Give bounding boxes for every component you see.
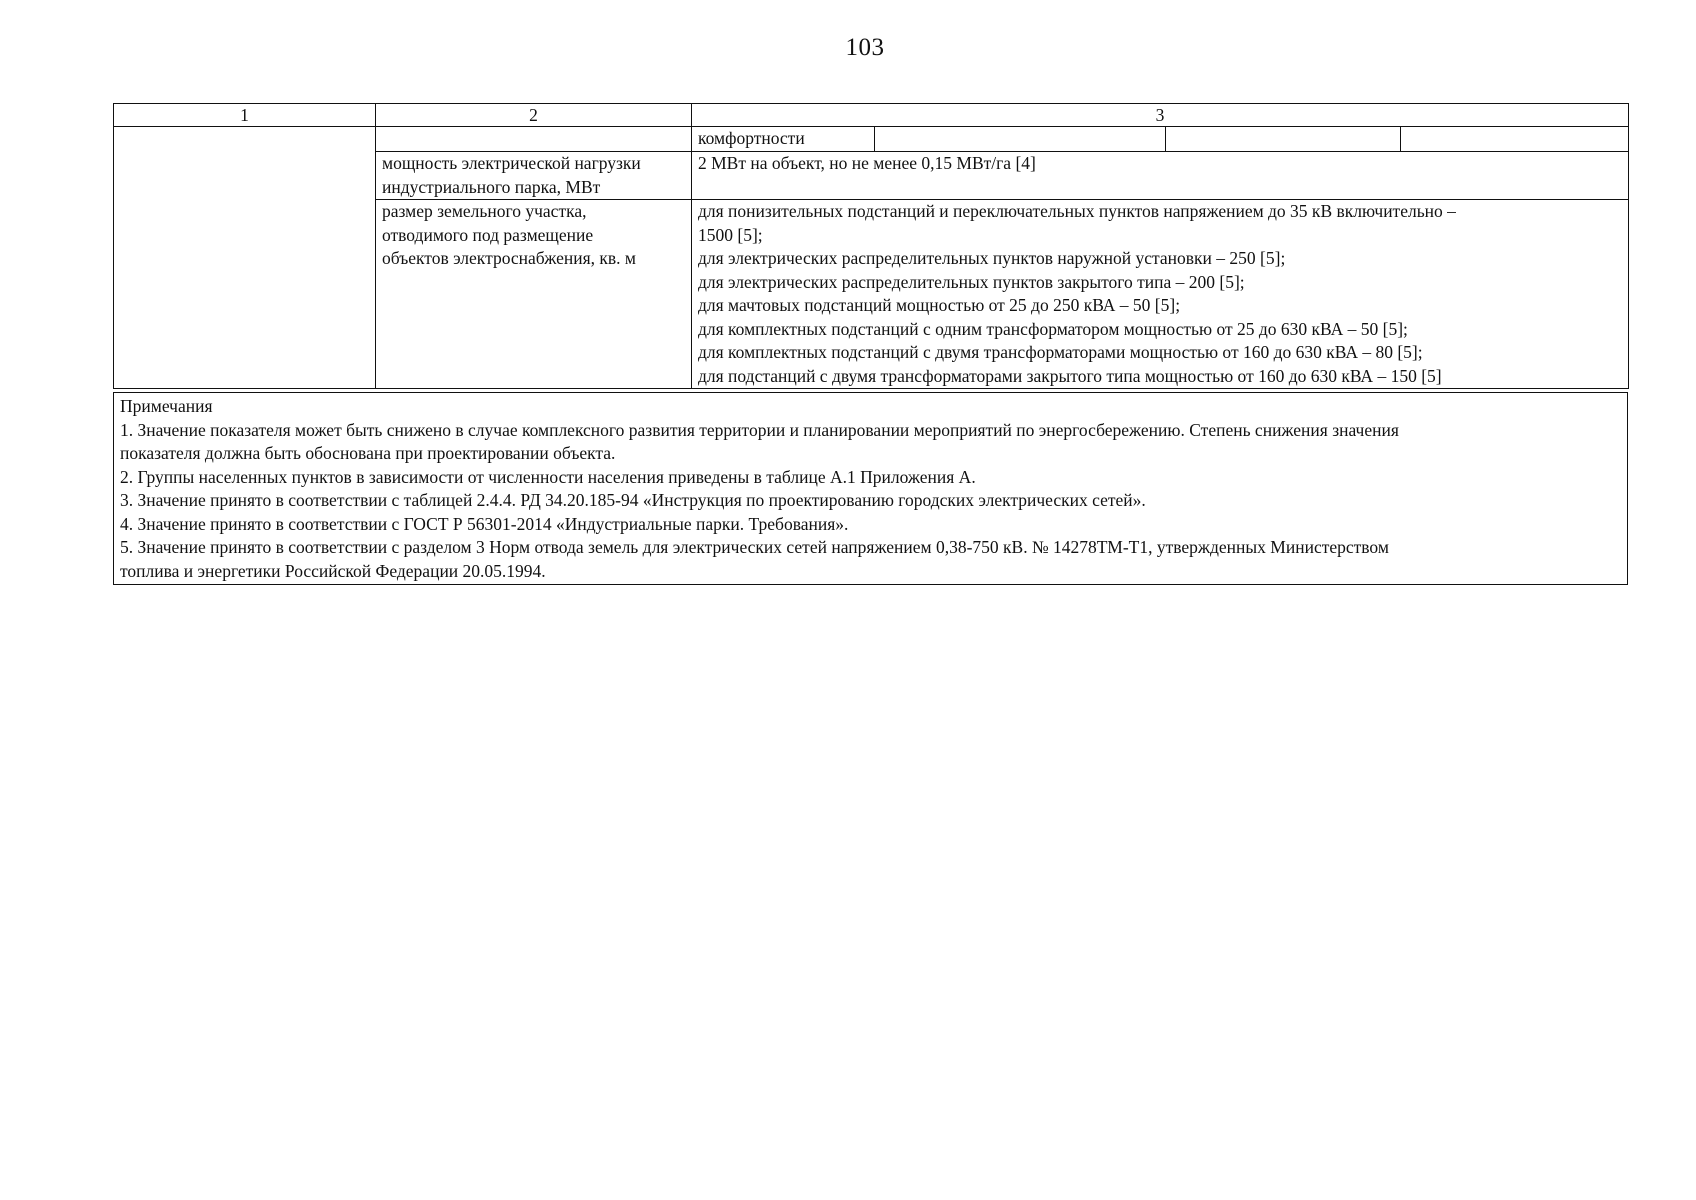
continuation-row	[114, 127, 1629, 152]
note-line: 5. Значение принято в соответствии с разделом 3 Норм отвода земель для электрических сетей напряжением 0,38-750 кВ. № 14278ТМ-Т1, утвержденных Министерством	[120, 537, 1389, 557]
comfort-label: комфортности	[692, 127, 875, 151]
standards-table	[113, 103, 1629, 389]
value-line: для электрических распределительных пунктов закрытого типа – 200 [5];	[698, 271, 1245, 292]
note-line: 2. Группы населенных пунктов в зависимости от численности населения приведены в таблице А.1 Приложения А.	[120, 466, 976, 487]
notes-cell	[114, 393, 1628, 585]
notes-title: Примечания	[120, 396, 213, 416]
note-line: 1. Значение показателя может быть снижено в случае комплексного развития территории и планировании мероприятий по энергосбережению. Степень снижения значения	[120, 419, 1399, 440]
continuation-col3-cell	[692, 127, 1629, 152]
value-line: для электрических распределительных пунктов наружной установки – 250 [5];	[698, 248, 1286, 268]
comfort-subcell-4	[1401, 127, 1628, 151]
note-line: 4. Значение принято в соответствии с ГОСТ Р 56301-2014 «Индустриальные парки. Требования».	[120, 513, 849, 534]
note-line: топлива и энергетики Российской Федерации 20.05.1994.	[120, 560, 546, 581]
value-line: 1500 [5];	[698, 224, 763, 245]
value-cell	[692, 200, 1629, 389]
value-line: для понизительных подстанций и переключательных пунктов напряжением до 35 кВ включительно –	[698, 201, 1456, 221]
indicator-line: объектов электроснабжения, кв. м	[382, 248, 636, 268]
indicator-line: мощность электрической нагрузки	[382, 153, 641, 173]
value-cell	[692, 152, 1629, 200]
page-number: 103	[845, 34, 885, 61]
table-header-row	[114, 104, 1629, 127]
notes-table	[113, 392, 1628, 585]
note-line: 3. Значение принято в соответствии с таблицей 2.4.4. РД 34.20.185-94 «Инструкция по проектированию городских электрических сетей».	[120, 490, 1146, 510]
notes-row	[114, 393, 1628, 585]
column-header-1: 1	[114, 104, 376, 127]
indicator-line: отводимого под размещение	[382, 224, 594, 245]
indicator-cell	[376, 200, 692, 389]
value-line: 2 МВт на объект, но не менее 0,15 МВт/га [4]	[698, 153, 1036, 173]
indicator-line: индустриального парка, МВт	[382, 176, 601, 197]
value-line: для комплектных подстанций с одним трансформатором мощностью от 25 до 630 кВА – 50 [5];	[698, 318, 1408, 339]
comfort-subcell-3	[1166, 127, 1401, 151]
indicator-cell	[376, 152, 692, 200]
column-header-3: 3	[692, 104, 1629, 127]
column-1-cell	[114, 127, 376, 389]
value-line: для подстанций с двумя трансформаторами закрытого типа мощностью от 160 до 630 кВА – 150 [5]	[698, 365, 1442, 386]
column-header-2: 2	[376, 104, 692, 127]
indicator-line: размер земельного участка,	[382, 201, 587, 221]
note-line: показателя должна быть обоснована при проектировании объекта.	[120, 443, 616, 463]
value-line: для комплектных подстанций с двумя трансформаторами мощностью от 160 до 630 кВА – 80 [5];	[698, 342, 1423, 362]
continuation-col2-cell	[376, 127, 692, 152]
value-line: для мачтовых подстанций мощностью от 25 до 250 кВА – 50 [5];	[698, 295, 1181, 315]
comfort-subcell-2	[875, 127, 1166, 151]
comfort-subrow	[692, 127, 1628, 151]
